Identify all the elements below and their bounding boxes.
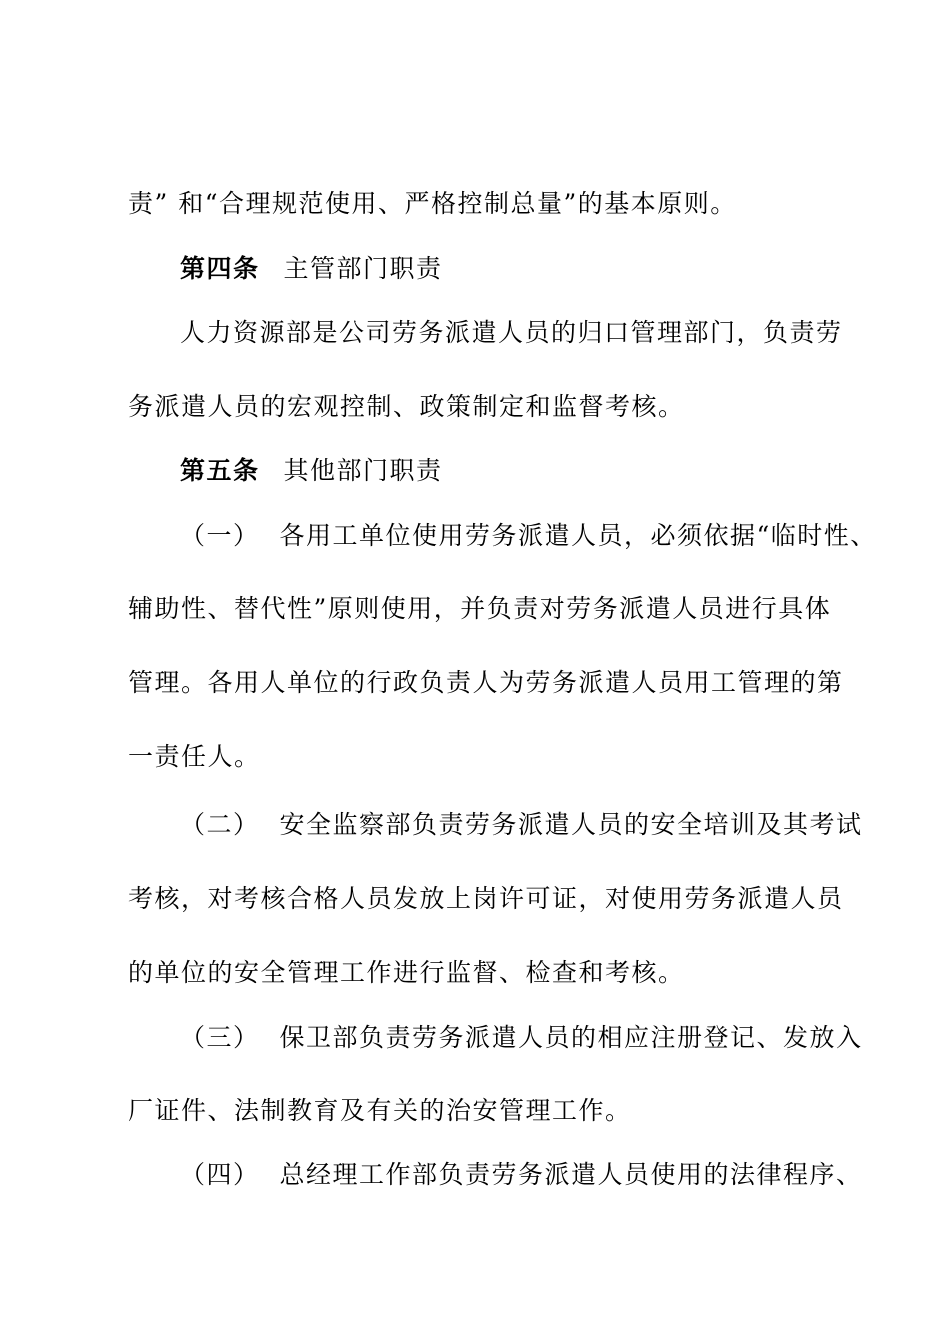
paragraph-line: （一） 各用工单位使用劳务派遣人员，必须依据“临时性、 xyxy=(180,521,877,550)
paragraph-line: 责” 和“合理规范使用、严格控制总量”的基本原则。 xyxy=(128,189,737,218)
item-number: （二） xyxy=(180,810,260,839)
article-4-heading xyxy=(180,254,443,284)
paragraph-line: 的单位的安全管理工作进行监督、检查和考核。 xyxy=(128,958,685,987)
paragraph-line: 管理。各用人单位的行政负责人为劳务派遣人员用工管理的第 xyxy=(128,668,844,697)
article-5-label: 第五条 xyxy=(180,456,260,485)
item-number: （四） xyxy=(180,1160,260,1189)
paragraph-line: 考核，对考核合格人员发放上岗许可证，对使用劳务派遣人员 xyxy=(128,884,844,913)
paragraph-line: （四） 总经理工作部负责劳务派遣人员使用的法律程序、 xyxy=(180,1160,863,1189)
paragraph-line: （三） 保卫部负责劳务派遣人员的相应注册登记、发放入 xyxy=(180,1023,863,1052)
paragraph-line: 厂证件、法制教育及有关的治安管理工作。 xyxy=(128,1096,632,1125)
paragraph-line: 辅助性、替代性”原则使用，并负责对劳务派遣人员进行具体 xyxy=(128,594,832,623)
paragraph-line: （二） 安全监察部负责劳务派遣人员的安全培训及其考试 xyxy=(180,810,863,839)
item-number: （三） xyxy=(180,1023,260,1052)
paragraph-line: 人力资源部是公司劳务派遣人员的归口管理部门，负责劳 xyxy=(180,318,843,347)
article-5-heading xyxy=(180,456,443,486)
paragraph-line: 一责任人。 xyxy=(128,742,261,771)
article-4-title: 主管部门职责 xyxy=(283,254,443,283)
article-4-label: 第四条 xyxy=(180,254,260,283)
item-number: （一） xyxy=(180,521,260,550)
article-5-title: 其他部门职责 xyxy=(283,456,443,485)
paragraph-line: 务派遣人员的宏观控制、政策制定和监督考核。 xyxy=(128,392,685,421)
